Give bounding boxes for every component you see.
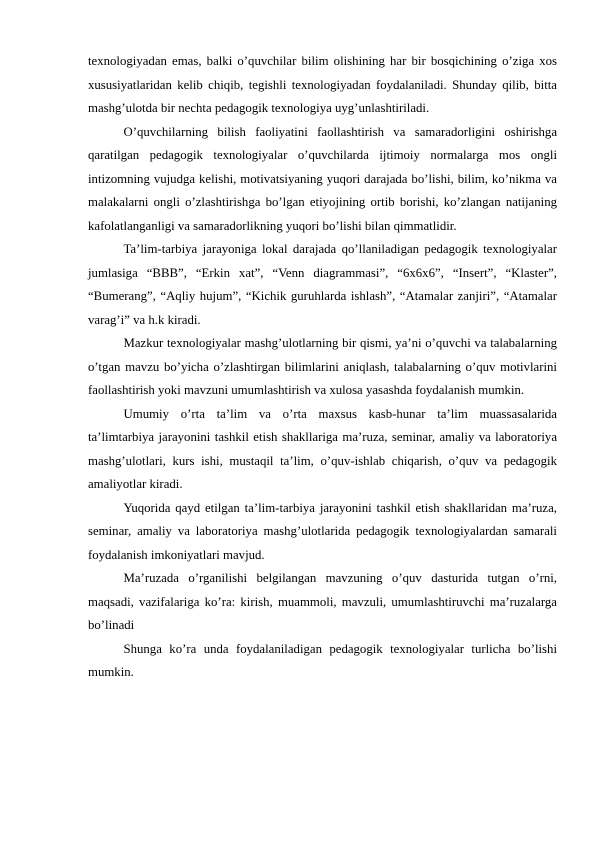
paragraph-4: Mazkur texnologiyalar mashg’ulotlarning bir qismi, ya’ni o’quvchi va talabalarning o’tgan mavzu bo’yicha o’zlashtirgan bilimlarini aniqlash, talabalarning o’quv motivlarini faollashtirish yoki mavzuni umumlashtirish va xulosa yasashda foydalanish mumkin. xyxy=(88,336,557,397)
paragraph-3: Ta’lim-tarbiya jarayoniga lokal darajada qo’llaniladigan pedagogik texnologiyalar jumlasiga “BBB”, “Erkin xat”, “Venn diagrammasi”, “6x6x6”, “Insert”, “Klaster”, “Bumerang”, “Aqliy hujum”, “Kichik guruhlarda ishlash”, “Atamalar zanjiri”, “Atamalar varag’i” va h.k kiradi. xyxy=(88,242,557,327)
document-page xyxy=(88,50,557,685)
paragraph-6: Yuqorida qayd etilgan ta’lim-tarbiya jarayonini tashkil etish shakllaridan ma’ruza, seminar, amaliy va laboratoriya mashg’ulotlarida pedagogik texnologiyalardan samarali foydalanish imkoniyatlari mavjud. xyxy=(88,500,557,562)
paragraph-8: Shunga ko’ra unda foydalaniladigan pedagogik texnologiyalar turlicha bo’lishi mumkin. xyxy=(88,641,557,679)
paragraph-7: Ma’ruzada o’rganilishi belgilangan mavzuning o’quv dasturida tutgan o’rni, maqsadi, vazifalariga ko’ra: kirish, muammoli, mavzuli, umumlashtiruvchi ma’ruzalarga bo’linadi xyxy=(88,571,557,632)
paragraph-5: Umumiy o’rta ta’lim va o’rta maxsus kasb-hunar ta’lim muassasalarida ta’limtarbiya jarayonini tashkil etish shakllariga ma’ruza, seminar, amaliy va laboratoriya mashg’ulotlari, kurs ishi, mustaqil ta’lim, o’quv-ishlab chiqarish, o’quv va pedagogik amaliyotlar kiradi. xyxy=(88,406,557,491)
paragraph-2: O’quvchilarning bilish faoliyatini faollashtirish va samaradorligini oshirishga qaratilgan pedagogik texnologiyalar o’quvchilarda ijtimoiy normalarga mos ongli intizomning vujudga kelishi, motivatsiyaning yuqori darajada bo’lishi, bilim, ko’nikma va malakalarni ongli o’zlashtirishga bo’lgan etiyojining ortib borishi, ko’zlangan natijaning kafolatlanganligi va samaradorlikning yuqori bo’lishi bilan qimmatlidir. xyxy=(88,124,557,233)
paragraph-1: texnologiyadan emas, balki o’quvchilar bilim olishining har bir bosqichining o’ziga xos xususiyatlaridan kelib chiqib, tegishli texnologiyadan foydalaniladi. Shunday qilib, bitta mashg’ulotda bir nechta pedagogik texnologiya uyg’unlashtiriladi. xyxy=(88,54,557,115)
